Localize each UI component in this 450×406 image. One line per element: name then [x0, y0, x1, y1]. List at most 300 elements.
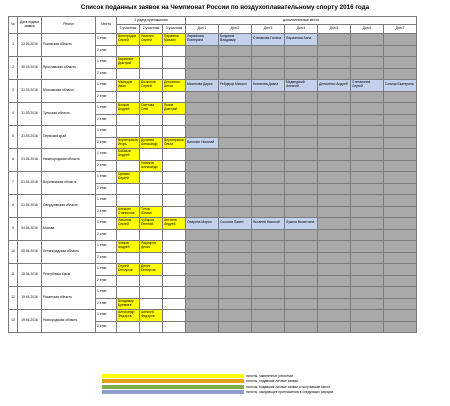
- extra-cell: [219, 68, 252, 80]
- extra-cell: [285, 103, 318, 115]
- extra-cell: [252, 287, 285, 299]
- place-label: 2 этап: [96, 114, 117, 126]
- extra-cell: [351, 172, 384, 184]
- extra-cell: [252, 172, 285, 184]
- extra-cell: [285, 264, 318, 276]
- extra-cell: [219, 114, 252, 126]
- extra-cell: [318, 91, 351, 103]
- extra-cell: [318, 195, 351, 207]
- extra-cell: [384, 275, 417, 287]
- extra-cell: [384, 57, 417, 69]
- round1-cell: Никитин Сергей: [140, 34, 163, 46]
- round1-cell: [117, 275, 140, 287]
- entry-date: 19.04.2016: [18, 310, 42, 333]
- round1-cell: [117, 252, 140, 264]
- round1-cell: [117, 287, 140, 299]
- round1-cell: [140, 252, 163, 264]
- extra-cell: [186, 45, 219, 57]
- extra-cell: [384, 34, 417, 46]
- extra-cell: [384, 264, 417, 276]
- round1-cell: Якнов Дмитрий: [163, 103, 186, 115]
- extra-cell: [186, 149, 219, 161]
- round1-cell: [163, 149, 186, 161]
- legend-item: [102, 384, 333, 390]
- entry-date: 05.04.2016: [18, 241, 42, 264]
- round1-cell: [140, 91, 163, 103]
- entry-region: Московская область: [42, 80, 96, 103]
- extra-cell: [285, 298, 318, 310]
- round1-cell: [163, 195, 186, 207]
- place-label: 2 этап: [96, 137, 117, 149]
- extra-cell: [219, 195, 252, 207]
- extra-cell: [285, 91, 318, 103]
- header-slot: Доп.5: [318, 25, 351, 34]
- round1-cell: Латыпов Сергей: [117, 218, 140, 230]
- extra-cell: [351, 149, 384, 161]
- table-row: [9, 103, 417, 115]
- round1-cell: Чевков Андрей: [117, 241, 140, 253]
- extra-cell: [219, 241, 252, 253]
- extra-cell: [252, 137, 285, 149]
- place-label: 2 этап: [96, 321, 117, 333]
- entry-region: Республика Крым: [42, 264, 96, 287]
- extra-cell: [384, 206, 417, 218]
- extra-cell: [186, 321, 219, 333]
- place-label: 2 этап: [96, 183, 117, 195]
- place-label: 2 этап: [96, 275, 117, 287]
- extra-cell: Ларионова Екатерина: [186, 34, 219, 46]
- round1-cell: Чубаров Евгений: [140, 218, 163, 230]
- place-label: 1 этап: [96, 103, 117, 115]
- extra-cell: [285, 195, 318, 207]
- extra-cell: [384, 68, 417, 80]
- header-slot: Доп.6: [351, 25, 384, 34]
- extra-cell: [186, 264, 219, 276]
- extra-cell: [384, 321, 417, 333]
- legend-text: пилоты, подавшие личные заявки: [246, 379, 298, 384]
- entry-number: 1: [9, 34, 18, 57]
- extra-cell: [186, 229, 219, 241]
- extra-cell: [351, 103, 384, 115]
- round1-cell: Ларионов Михаил: [163, 34, 186, 46]
- round1-cell: Сергей Белоусов: [117, 264, 140, 276]
- place-label: 1 этап: [96, 126, 117, 138]
- table-row: [9, 241, 417, 253]
- round1-cell: [140, 57, 163, 69]
- extra-cell: [318, 183, 351, 195]
- round1-cell: Карманов Дмитрий: [117, 57, 140, 69]
- extra-cell: [252, 206, 285, 218]
- round1-cell: Волконов Сергей: [140, 80, 163, 92]
- table-row: [9, 172, 417, 184]
- round1-cell: Бабаков Андрей: [117, 149, 140, 161]
- extra-cell: [318, 68, 351, 80]
- extra-cell: [351, 206, 384, 218]
- entry-date: 31.03.2016: [18, 80, 42, 103]
- document-title: Список поданных заявок на Чемпионат России по воздухоплавательному спорту 2016 года: [80, 4, 370, 11]
- entry-number: 9: [9, 218, 18, 241]
- round1-cell: [140, 298, 163, 310]
- round1-cell: [163, 252, 186, 264]
- round1-cell: [140, 68, 163, 80]
- extra-cell: Лукина Валентина: [285, 218, 318, 230]
- extra-cell: [186, 57, 219, 69]
- round1-cell: [163, 310, 186, 322]
- round1-cell: Денисенко Антон: [163, 80, 186, 92]
- round1-cell: [117, 195, 140, 207]
- extra-cell: [285, 172, 318, 184]
- round1-cell: [163, 114, 186, 126]
- round1-cell: [140, 229, 163, 241]
- round1-cell: [163, 91, 186, 103]
- place-label: 2 этап: [96, 160, 117, 172]
- extra-cell: [285, 149, 318, 161]
- round1-cell: Волков Андрей: [117, 103, 140, 115]
- round1-cell: [163, 126, 186, 138]
- round1-cell: [163, 229, 186, 241]
- round1-cell: [163, 183, 186, 195]
- extra-cell: Кононова Диана: [252, 80, 285, 92]
- extra-cell: [252, 241, 285, 253]
- extra-cell: [252, 229, 285, 241]
- extra-cell: [252, 57, 285, 69]
- extra-cell: [318, 287, 351, 299]
- place-label: 1 этап: [96, 172, 117, 184]
- extra-cell: [384, 229, 417, 241]
- round1-cell: [117, 68, 140, 80]
- extra-cell: [285, 229, 318, 241]
- place-label: 2 этап: [96, 206, 117, 218]
- extra-cell: [384, 298, 417, 310]
- extra-cell: [219, 206, 252, 218]
- round1-cell: [163, 264, 186, 276]
- extra-cell: [219, 137, 252, 149]
- place-label: 2 этап: [96, 91, 117, 103]
- entry-region: Ярославская область: [42, 57, 96, 80]
- entry-number: 6: [9, 149, 18, 172]
- round1-cell: [117, 126, 140, 138]
- extra-cell: [384, 287, 417, 299]
- extra-cell: [351, 68, 384, 80]
- entry-region: Нижегородская область: [42, 149, 96, 172]
- entry-date: 31.03.2016: [18, 126, 42, 149]
- extra-cell: [285, 137, 318, 149]
- extra-cell: [318, 241, 351, 253]
- extra-cell: [384, 183, 417, 195]
- extra-cell: [285, 114, 318, 126]
- extra-cell: [219, 103, 252, 115]
- extra-cell: [186, 68, 219, 80]
- extra-cell: Медведский Алексей: [285, 80, 318, 92]
- extra-cell: [285, 68, 318, 80]
- extra-cell: [186, 287, 219, 299]
- extra-cell: [285, 126, 318, 138]
- round1-cell: [163, 45, 186, 57]
- extra-cell: [318, 310, 351, 322]
- extra-cell: [285, 310, 318, 322]
- header-no: №: [9, 17, 18, 34]
- extra-cell: [351, 321, 384, 333]
- header-places: Места: [96, 17, 117, 34]
- header-slot: Доп.7: [384, 25, 417, 34]
- place-label: 2 этап: [96, 45, 117, 57]
- extra-cell: [219, 149, 252, 161]
- place-label: 2 этап: [96, 229, 117, 241]
- round1-cell: Виноградов Сергей: [117, 34, 140, 46]
- entry-number: 11: [9, 264, 18, 287]
- round1-cell: [140, 126, 163, 138]
- extra-cell: [186, 126, 219, 138]
- extra-cell: [351, 241, 384, 253]
- extra-cell: [318, 137, 351, 149]
- round1-cell: Дуличев Александр: [140, 137, 163, 149]
- table-row: [9, 218, 417, 230]
- table-row: [9, 34, 417, 46]
- extra-cell: [318, 321, 351, 333]
- extra-cell: [252, 275, 285, 287]
- extra-cell: [186, 172, 219, 184]
- place-label: 1 этап: [96, 310, 117, 322]
- extra-cell: [252, 149, 285, 161]
- header-region: Регион: [42, 17, 96, 34]
- extra-cell: [351, 195, 384, 207]
- entry-date: 15.04.2016: [18, 264, 42, 287]
- round1-cell: Александр Федоров: [117, 310, 140, 322]
- extra-cell: [252, 310, 285, 322]
- extra-cell: [318, 275, 351, 287]
- extra-cell: [318, 34, 351, 46]
- entry-region: Ленинградская область: [42, 241, 96, 264]
- extra-cell: [186, 91, 219, 103]
- entry-number: 13: [9, 310, 18, 333]
- extra-cell: [384, 172, 417, 184]
- extra-cell: [384, 103, 417, 115]
- extra-cell: [219, 57, 252, 69]
- entry-date: 01.04.2016: [18, 149, 42, 172]
- extra-cell: [351, 218, 384, 230]
- entry-date: 31.03.2016: [18, 103, 42, 126]
- entry-region: Пермский край: [42, 126, 96, 149]
- extra-cell: [318, 160, 351, 172]
- entry-number: 8: [9, 195, 18, 218]
- extra-cell: [384, 45, 417, 57]
- extra-cell: [285, 241, 318, 253]
- entry-region: Рязанская область: [42, 287, 96, 310]
- extra-cell: [252, 114, 285, 126]
- extra-cell: [384, 160, 417, 172]
- extra-cell: [351, 126, 384, 138]
- legend: [102, 373, 333, 395]
- extra-cell: [318, 172, 351, 184]
- extra-cell: [351, 275, 384, 287]
- extra-cell: [219, 172, 252, 184]
- table-row: [9, 80, 417, 92]
- entry-region: Воронежская область: [42, 172, 96, 195]
- header-extra-places: дополнительные места: [186, 17, 417, 25]
- header-slot: Доп.1: [186, 25, 219, 34]
- round1-cell: [163, 206, 186, 218]
- extra-cell: [186, 241, 219, 253]
- extra-cell: Рейдерф Михаил: [219, 80, 252, 92]
- place-label: 2 этап: [96, 252, 117, 264]
- entry-date: 04.04.2016: [18, 218, 42, 241]
- round1-cell: [163, 241, 186, 253]
- extra-cell: [186, 310, 219, 322]
- header-slot: Доп.4: [285, 25, 318, 34]
- legend-text: пилоты, заявленные регионом: [246, 373, 293, 378]
- extra-cell: [186, 206, 219, 218]
- extra-cell: [351, 114, 384, 126]
- extra-cell: Денисенко Андрей: [318, 80, 351, 92]
- extra-cell: [351, 57, 384, 69]
- round1-cell: [117, 321, 140, 333]
- extra-cell: [318, 264, 351, 276]
- extra-cell: [384, 252, 417, 264]
- header-slot: Доп.3: [252, 25, 285, 34]
- entry-number: 3: [9, 80, 18, 103]
- entry-region: Псковская область: [42, 34, 96, 57]
- extra-cell: Степаничев Сергей: [351, 80, 384, 92]
- extra-cell: [351, 310, 384, 322]
- place-label: 1 этап: [96, 80, 117, 92]
- round1-cell: [117, 114, 140, 126]
- place-label: 1 этап: [96, 287, 117, 299]
- legend-swatch: [102, 374, 244, 378]
- round1-cell: Мамедов Иван: [117, 80, 140, 92]
- extra-cell: [252, 160, 285, 172]
- extra-cell: [351, 160, 384, 172]
- table-row: [9, 149, 417, 161]
- extra-cell: [186, 114, 219, 126]
- round1-cell: [163, 287, 186, 299]
- entry-date: 19.04.2016: [18, 287, 42, 310]
- place-label: 1 этап: [96, 57, 117, 69]
- extra-cell: Степанова Галина: [252, 34, 285, 46]
- extra-cell: [186, 298, 219, 310]
- table-row: [9, 57, 417, 69]
- extra-cell: [186, 103, 219, 115]
- legend-text: пилоты, подавшие личные заявки и получившие места: [246, 384, 331, 389]
- extra-cell: [351, 229, 384, 241]
- extra-cell: [384, 91, 417, 103]
- round1-cell: [117, 183, 140, 195]
- extra-cell: [384, 195, 417, 207]
- extra-cell: [219, 91, 252, 103]
- extra-cell: [351, 34, 384, 46]
- place-label: 2 этап: [96, 68, 117, 80]
- extra-cell: [351, 91, 384, 103]
- round1-cell: Денис Белоусов: [140, 264, 163, 276]
- extra-cell: [219, 287, 252, 299]
- round1-cell: [117, 229, 140, 241]
- entry-region: Тульская область: [42, 103, 96, 126]
- round1-cell: [117, 91, 140, 103]
- extra-cell: [252, 252, 285, 264]
- extra-cell: [351, 137, 384, 149]
- extra-cell: [384, 137, 417, 149]
- extra-cell: [285, 206, 318, 218]
- entry-number: 10: [9, 241, 18, 264]
- table-row: [9, 126, 417, 138]
- extra-cell: [285, 275, 318, 287]
- table-row: [9, 264, 417, 276]
- place-label: 2 этап: [96, 298, 117, 310]
- header-slot: Доп.2: [219, 25, 252, 34]
- legend-swatch: [102, 379, 244, 383]
- extra-cell: [318, 298, 351, 310]
- extra-cell: [318, 149, 351, 161]
- entry-number: 2: [9, 57, 18, 80]
- extra-cell: [219, 126, 252, 138]
- extra-cell: [318, 229, 351, 241]
- extra-cell: [318, 45, 351, 57]
- extra-cell: [219, 275, 252, 287]
- extra-cell: [318, 57, 351, 69]
- round1-cell: [117, 45, 140, 57]
- extra-cell: [384, 310, 417, 322]
- extra-cell: Соколов Павел: [219, 218, 252, 230]
- entry-number: 5: [9, 126, 18, 149]
- entry-date: 01.04.2016: [18, 195, 42, 218]
- round1-cell: Сметова Олег: [140, 103, 163, 115]
- extra-cell: [252, 45, 285, 57]
- extra-cell: [252, 321, 285, 333]
- entry-region: Новгородская область: [42, 310, 96, 333]
- extra-cell: [252, 91, 285, 103]
- legend-swatch: [102, 385, 244, 389]
- round1-cell: [163, 68, 186, 80]
- extra-cell: [252, 126, 285, 138]
- extra-cell: [384, 218, 417, 230]
- round1-cell: [163, 172, 186, 184]
- extra-cell: [351, 264, 384, 276]
- round1-cell: [140, 45, 163, 57]
- extra-cell: [351, 287, 384, 299]
- extra-cell: [384, 114, 417, 126]
- extra-cell: [285, 45, 318, 57]
- header-round1: 1 раунд приглашения: [117, 17, 186, 25]
- entry-number: 4: [9, 103, 18, 126]
- extra-cell: [252, 183, 285, 195]
- header-slot: 2 участник: [140, 25, 163, 34]
- extra-cell: [219, 229, 252, 241]
- extra-cell: [351, 45, 384, 57]
- round1-cell: Радиоров Денис: [140, 241, 163, 253]
- round1-cell: [163, 57, 186, 69]
- round1-cell: [140, 287, 163, 299]
- place-label: 1 этап: [96, 264, 117, 276]
- entry-date: 23.03.2016: [18, 34, 42, 57]
- round1-cell: Новиков Александр: [140, 160, 163, 172]
- header-date: Дата подачи заявки: [18, 17, 42, 34]
- entry-region: Свердловская область: [42, 195, 96, 218]
- extra-cell: Яковлев Николай: [252, 218, 285, 230]
- extra-cell: [318, 206, 351, 218]
- extra-cell: [252, 68, 285, 80]
- round1-cell: Алексей Федоров: [140, 310, 163, 322]
- extra-cell: [285, 252, 318, 264]
- entry-date: 01.04.2016: [18, 172, 42, 195]
- round1-cell: Антонов Андрей: [163, 218, 186, 230]
- extra-cell: [318, 126, 351, 138]
- place-label: 1 этап: [96, 241, 117, 253]
- entry-region: Москва: [42, 218, 96, 241]
- extra-cell: [252, 195, 285, 207]
- round1-cell: [140, 195, 163, 207]
- extra-cell: [186, 252, 219, 264]
- round1-cell: [163, 298, 186, 310]
- extra-cell: Вальнин Николай: [186, 137, 219, 149]
